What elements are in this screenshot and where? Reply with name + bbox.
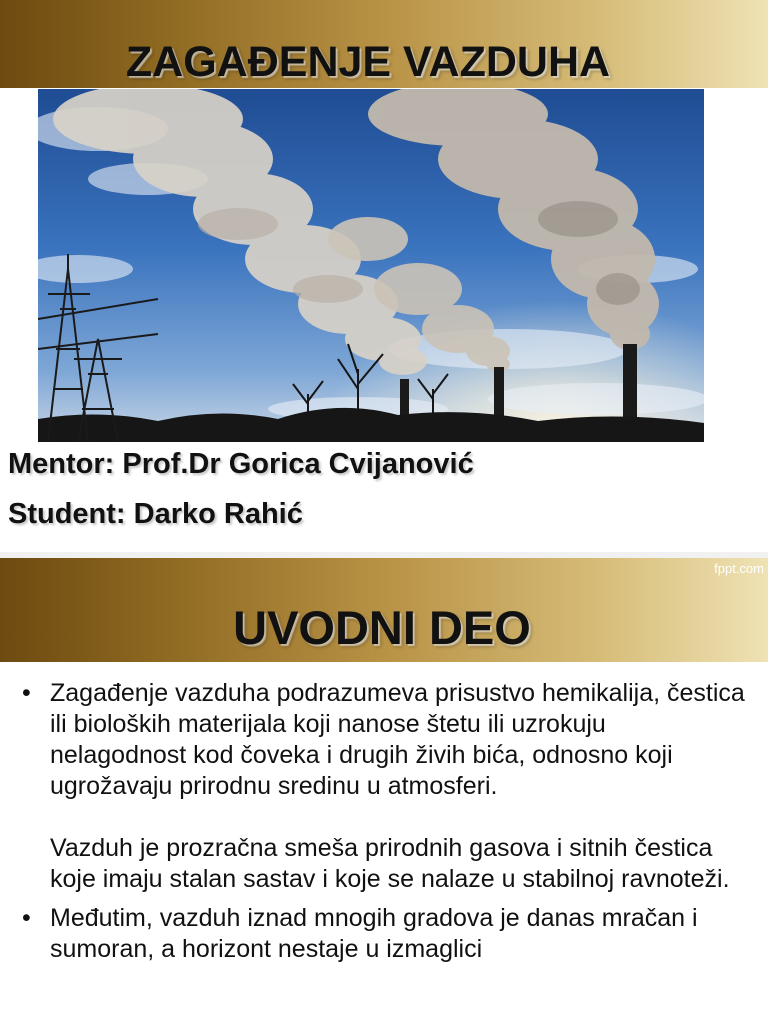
bullet-paragraph: Međutim, vazduh iznad mnogih gradova je danas mračan i sumoran, a horizont nestaje u izmaglici xyxy=(50,904,698,963)
mentor-name: Mentor: Prof.Dr Gorica Cvijanović xyxy=(8,448,474,480)
bullet-paragraph: Zagađenje vazduha podrazumeva prisustvo hemikalija, čestica ili bioloških materijala koji nanose štetu ili uzrokuju nelagodnost kod čoveka i drugih živih bića, odnosno koji ugrožavaju prirodnu sredinu u atmosferi. xyxy=(50,679,745,800)
bullet-dot-icon: • xyxy=(22,679,31,707)
smokestacks-pollution-photo xyxy=(38,89,704,442)
student-name: Student: Darko Rahić xyxy=(8,498,303,530)
bullet-dot-icon: • xyxy=(22,904,31,932)
watermark-text: fppt.com xyxy=(714,561,764,576)
bullet-paragraph: Vazduh je prozračna smeša prirodnih gasova i sitnih čestica koje imaju stalan sastav i koje se nalaze u stabilnoj ravnoteži. xyxy=(50,834,730,893)
intro-banner xyxy=(0,558,768,662)
intro-title: UVODNI DEO xyxy=(233,601,531,654)
bullet-item xyxy=(18,903,748,965)
slide-title: ZAGAĐENJE VAZDUHA xyxy=(125,38,611,86)
intro-slide xyxy=(0,558,768,1024)
bullet-list xyxy=(18,678,748,965)
title-banner xyxy=(0,0,768,88)
bullet-item xyxy=(18,678,748,895)
